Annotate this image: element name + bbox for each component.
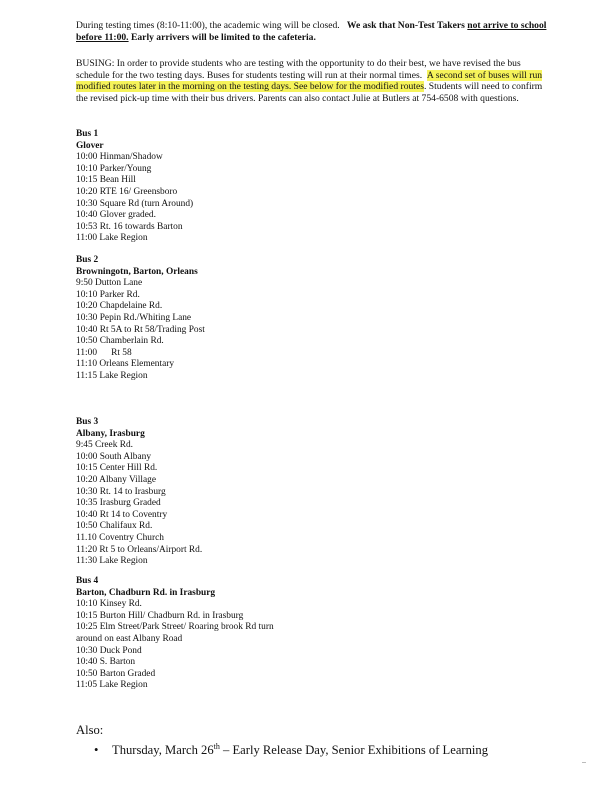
bus-stop: 10:00 South Albany bbox=[76, 451, 152, 462]
bus-stop: 9:45 Creek Rd. bbox=[76, 440, 134, 451]
bus-stop: 11:30 Lake Region bbox=[76, 556, 148, 567]
bus-area: Albany, Irasburg bbox=[76, 428, 145, 439]
bus-stop: 11:15 Lake Region bbox=[76, 370, 148, 381]
busing-paragraph bbox=[76, 58, 554, 104]
bus-stop: 11:00 Rt 58 bbox=[76, 347, 132, 358]
bus-stop: 10:15 Center Hill Rd. bbox=[76, 463, 158, 474]
bus-stop: 11:00 Lake Region bbox=[76, 233, 148, 244]
also-list-item bbox=[94, 739, 488, 758]
bus-stop: 10:35 Irasburg Graded bbox=[76, 498, 161, 509]
bus-area: Barton, Chadburn Rd. in Irasburg bbox=[76, 587, 216, 598]
bus-stop: 11:10 Orleans Elementary bbox=[76, 359, 175, 370]
bus-title: Bus 4 bbox=[76, 576, 99, 586]
testing-notice-intro: During testing times (8:10-11:00), the academic wing will be closed. bbox=[76, 20, 340, 31]
bus-stop: 10:40 S. Barton bbox=[76, 657, 136, 668]
bus-stop: 10:30 Duck Pond bbox=[76, 645, 142, 656]
busing-outro: . Students will need to confirm the revised pick-up time with their bus drivers. Parents can also contact Julie at Butlers at 754-6508 with questions. bbox=[76, 81, 543, 104]
bus-stop: 10:30 Rt. 14 to Irasburg bbox=[76, 486, 166, 497]
bus-stop: 10:30 Square Rd (turn Around) bbox=[76, 198, 194, 209]
busing-highlighted-text: A second set of buses will run modified routes later in the morning on the testing days. See below for the modified routes bbox=[76, 69, 543, 93]
busing-intro: BUSING: In order to provide students who are testing with the opportunity to do their best, we have revised the bus schedule for the two testing days. Buses for students testing will run at their normal times. bbox=[76, 58, 521, 81]
bus-stop: 10:10 Kinsey Rd. bbox=[76, 599, 142, 610]
bus-stop: around on east Albany Road bbox=[76, 633, 183, 644]
bus-stop: 10:50 Chalifaux Rd. bbox=[76, 521, 153, 532]
bus-stop: 11.10 Coventry Church bbox=[76, 532, 164, 543]
bus-stop: 10:40 Glover graded. bbox=[76, 210, 156, 221]
bus-stop: 10:00 Hinman/Shadow bbox=[76, 152, 163, 163]
bus-area: Glover bbox=[76, 140, 104, 151]
bus-stop: 10:40 Rt 14 to Coventry bbox=[76, 509, 168, 520]
bus-2-schedule bbox=[76, 255, 546, 383]
also-item-text: – Early Release Day, Senior Exhibitions of Learning bbox=[219, 743, 489, 758]
bus-stop: 10:15 Bean Hill bbox=[76, 175, 136, 186]
testing-notice-cafeteria: Early arrivers will be limited to the cafeteria. bbox=[130, 32, 316, 43]
testing-notice-paragraph bbox=[76, 20, 552, 44]
bus-stop: 10:25 Elm Street/Park Street/ Roaring brook Rd turn bbox=[76, 622, 274, 633]
bus-stop: 11:05 Lake Region bbox=[76, 680, 148, 691]
also-label: Also: bbox=[76, 723, 104, 737]
bus-stop: 10:53 Rt. 16 towards Barton bbox=[76, 221, 183, 232]
bus-stop: 10:40 Rt 5A to Rt 58/Trading Post bbox=[76, 324, 205, 335]
also-item-ordinal: th bbox=[213, 742, 220, 751]
bus-stop: 10:20 Albany Village bbox=[76, 474, 156, 485]
bus-1-schedule bbox=[76, 129, 546, 245]
also-item-date: Thursday, March 26 bbox=[112, 743, 214, 758]
bus-3-schedule bbox=[76, 417, 546, 568]
bus-title: Bus 3 bbox=[76, 417, 99, 427]
bus-stop: 10:20 RTE 16/ Greensboro bbox=[76, 186, 178, 197]
bus-stop: 10:20 Chapdelaine Rd. bbox=[76, 301, 163, 312]
bus-title: Bus 2 bbox=[76, 255, 99, 265]
bus-4-schedule bbox=[76, 576, 546, 692]
bus-stop: 10:30 Pepin Rd./Whiting Lane bbox=[76, 312, 192, 323]
testing-notice-emphasis: not arrive to school before 11:00. bbox=[76, 20, 547, 43]
bus-title: Bus 1 bbox=[76, 129, 99, 139]
bullet-icon: • bbox=[94, 743, 99, 758]
bus-stop: 10:50 Barton Graded bbox=[76, 668, 156, 679]
bus-stop: 10:10 Parker/Young bbox=[76, 163, 152, 174]
bus-stop: 9:50 Dutton Lane bbox=[76, 278, 143, 289]
bus-stop: 10:10 Parker Rd. bbox=[76, 289, 140, 300]
bus-area: Browningotn, Barton, Orleans bbox=[76, 266, 198, 277]
bus-stop: 11:20 Rt 5 to Orleans/Airport Rd. bbox=[76, 544, 203, 555]
scan-speck bbox=[582, 762, 586, 763]
testing-notice-request: We ask that Non-Test Takers bbox=[346, 20, 465, 31]
bus-stop: 10:15 Burton Hill/ Chadburn Rd. in Irasburg bbox=[76, 610, 244, 621]
bus-stop: 10:50 Chamberlain Rd. bbox=[76, 336, 164, 347]
